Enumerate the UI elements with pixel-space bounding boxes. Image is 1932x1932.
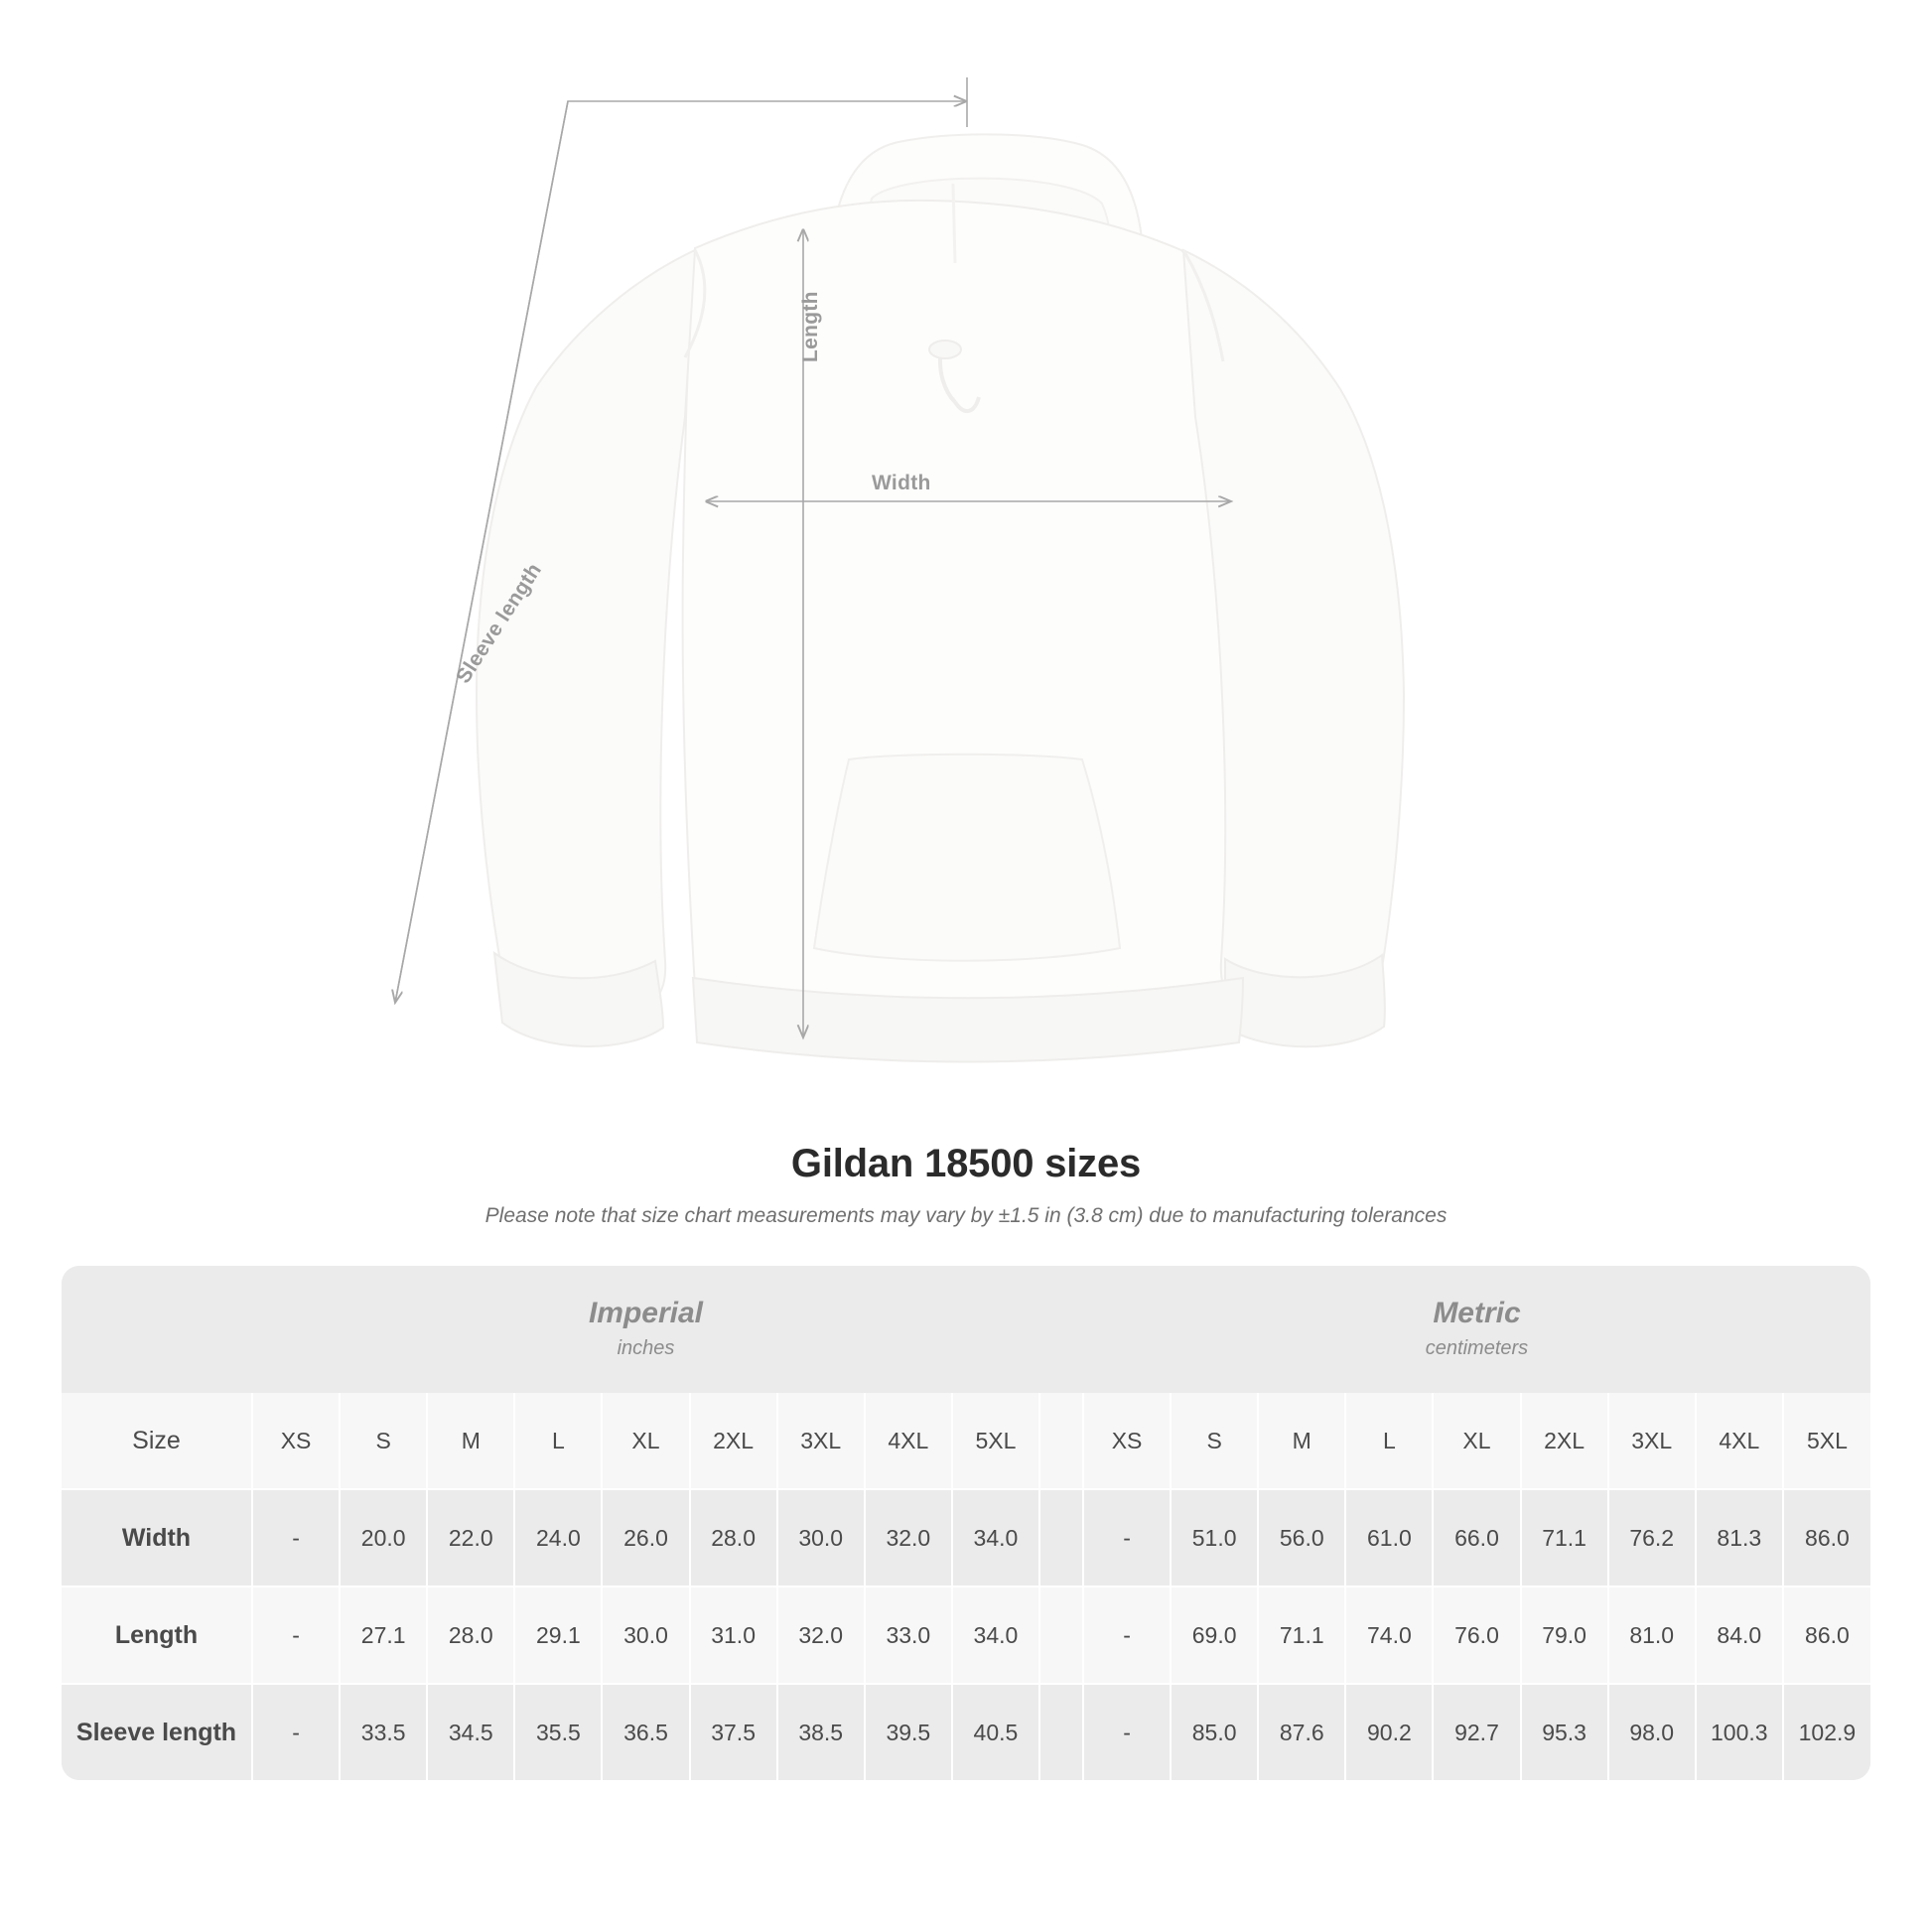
page-title: Gildan 18500 sizes: [790, 1142, 1142, 1185]
table-row: [62, 1684, 1870, 1780]
width-imperial-m: 22.0: [427, 1489, 514, 1587]
header-gap: [1039, 1393, 1083, 1489]
unit-header-spacer: [62, 1266, 252, 1393]
width-imperial-s: 20.0: [340, 1489, 427, 1587]
sleeve-metric-xs: -: [1083, 1684, 1171, 1780]
sleeve-imperial-xs: -: [252, 1684, 340, 1780]
width-imperial-l: 24.0: [514, 1489, 602, 1587]
sleeve-imperial-l: 35.5: [514, 1684, 602, 1780]
width-imperial-2xl: 28.0: [690, 1489, 777, 1587]
width-metric-4xl: 81.3: [1696, 1489, 1783, 1587]
sleeve-metric-m: 87.6: [1258, 1684, 1345, 1780]
length-metric-xl: 76.0: [1433, 1587, 1520, 1684]
sleeve-imperial-2xl: 37.5: [690, 1684, 777, 1780]
tolerance-note: Please note that size chart measurements may vary by ±1.5 in (3.8 cm) due to manufacturing tolerances: [484, 1204, 1448, 1227]
length-metric-2xl: 79.0: [1521, 1587, 1608, 1684]
width-metric-s: 51.0: [1171, 1489, 1258, 1587]
header-imperial-xl: XL: [602, 1393, 689, 1489]
metric-subtitle: centimeters: [1425, 1336, 1529, 1359]
header-metric-xl: XL: [1433, 1393, 1520, 1489]
width-metric-2xl: 71.1: [1521, 1489, 1608, 1587]
sleeve-length-label: Sleeve length: [452, 559, 547, 688]
sleeve-imperial-xl: 36.5: [602, 1684, 689, 1780]
width-metric-xl: 66.0: [1433, 1489, 1520, 1587]
width-imperial-5xl: 34.0: [952, 1489, 1039, 1587]
sleeve-metric-3xl: 98.0: [1608, 1684, 1696, 1780]
header-imperial-s: S: [340, 1393, 427, 1489]
length-imperial-s: 27.1: [340, 1587, 427, 1684]
sleeve-imperial-s: 33.5: [340, 1684, 427, 1780]
size-table-wrapper: [62, 1266, 1870, 1780]
header-metric-5xl: 5XL: [1783, 1393, 1870, 1489]
width-imperial-xl: 26.0: [602, 1489, 689, 1587]
metric-title: Metric: [1433, 1297, 1521, 1330]
sleeve-metric-4xl: 100.3: [1696, 1684, 1783, 1780]
sleeve-imperial-m: 34.5: [427, 1684, 514, 1780]
length-metric-m: 71.1: [1258, 1587, 1345, 1684]
length-metric-xs: -: [1083, 1587, 1171, 1684]
sleeve-imperial-3xl: 38.5: [777, 1684, 865, 1780]
header-imperial-l: L: [514, 1393, 602, 1489]
width-metric-l: 61.0: [1345, 1489, 1433, 1587]
length-gap: [1039, 1587, 1083, 1684]
title-block: [0, 1142, 1932, 1228]
width-imperial-4xl: 32.0: [865, 1489, 952, 1587]
header-size: Size: [62, 1393, 252, 1489]
header-imperial-5xl: 5XL: [952, 1393, 1039, 1489]
length-imperial-xs: -: [252, 1587, 340, 1684]
width-gap: [1039, 1489, 1083, 1587]
length-metric-4xl: 84.0: [1696, 1587, 1783, 1684]
sleeve-metric-l: 90.2: [1345, 1684, 1433, 1780]
hoodie-shape: [477, 134, 1404, 1061]
sleeve-metric-s: 85.0: [1171, 1684, 1258, 1780]
length-metric-l: 74.0: [1345, 1587, 1433, 1684]
unit-header-gap: [1039, 1266, 1083, 1393]
length-imperial-4xl: 33.0: [865, 1587, 952, 1684]
length-imperial-3xl: 32.0: [777, 1587, 865, 1684]
header-metric-4xl: 4XL: [1696, 1393, 1783, 1489]
length-imperial-xl: 30.0: [602, 1587, 689, 1684]
row-label-width: Width: [62, 1489, 252, 1587]
length-metric-s: 69.0: [1171, 1587, 1258, 1684]
header-imperial-3xl: 3XL: [777, 1393, 865, 1489]
header-imperial-4xl: 4XL: [865, 1393, 952, 1489]
length-label: Length: [799, 291, 822, 362]
length-imperial-5xl: 34.0: [952, 1587, 1039, 1684]
width-imperial-3xl: 30.0: [777, 1489, 865, 1587]
table-row: [62, 1587, 1870, 1684]
width-metric-m: 56.0: [1258, 1489, 1345, 1587]
width-imperial-xs: -: [252, 1489, 340, 1587]
imperial-subtitle: inches: [617, 1336, 675, 1359]
header-metric-l: L: [1345, 1393, 1433, 1489]
length-imperial-2xl: 31.0: [690, 1587, 777, 1684]
width-metric-3xl: 76.2: [1608, 1489, 1696, 1587]
unit-header-row: [62, 1266, 1870, 1393]
row-label-sleeve-length: Sleeve length: [62, 1684, 252, 1780]
sleeve-metric-2xl: 95.3: [1521, 1684, 1608, 1780]
table-row: [62, 1489, 1870, 1587]
imperial-header: [252, 1266, 1039, 1393]
length-metric-5xl: 86.0: [1783, 1587, 1870, 1684]
header-metric-2xl: 2XL: [1521, 1393, 1608, 1489]
header-imperial-m: M: [427, 1393, 514, 1489]
length-imperial-l: 29.1: [514, 1587, 602, 1684]
header-imperial-xs: XS: [252, 1393, 340, 1489]
size-header-row: [62, 1393, 1870, 1489]
header-metric-m: M: [1258, 1393, 1345, 1489]
header-imperial-2xl: 2XL: [690, 1393, 777, 1489]
metric-header: [1083, 1266, 1870, 1393]
row-label-length: Length: [62, 1587, 252, 1684]
header-metric-xs: XS: [1083, 1393, 1171, 1489]
sleeve-metric-xl: 92.7: [1433, 1684, 1520, 1780]
length-imperial-m: 28.0: [427, 1587, 514, 1684]
width-metric-5xl: 86.0: [1783, 1489, 1870, 1587]
sleeve-imperial-5xl: 40.5: [952, 1684, 1039, 1780]
size-table: [62, 1266, 1870, 1780]
header-metric-s: S: [1171, 1393, 1258, 1489]
header-metric-3xl: 3XL: [1608, 1393, 1696, 1489]
width-label: Width: [872, 472, 931, 494]
length-metric-3xl: 81.0: [1608, 1587, 1696, 1684]
sleeve-metric-5xl: 102.9: [1783, 1684, 1870, 1780]
width-metric-xs: -: [1083, 1489, 1171, 1587]
sleeve-imperial-4xl: 39.5: [865, 1684, 952, 1780]
imperial-title: Imperial: [588, 1297, 704, 1330]
sleeve-gap: [1039, 1684, 1083, 1780]
